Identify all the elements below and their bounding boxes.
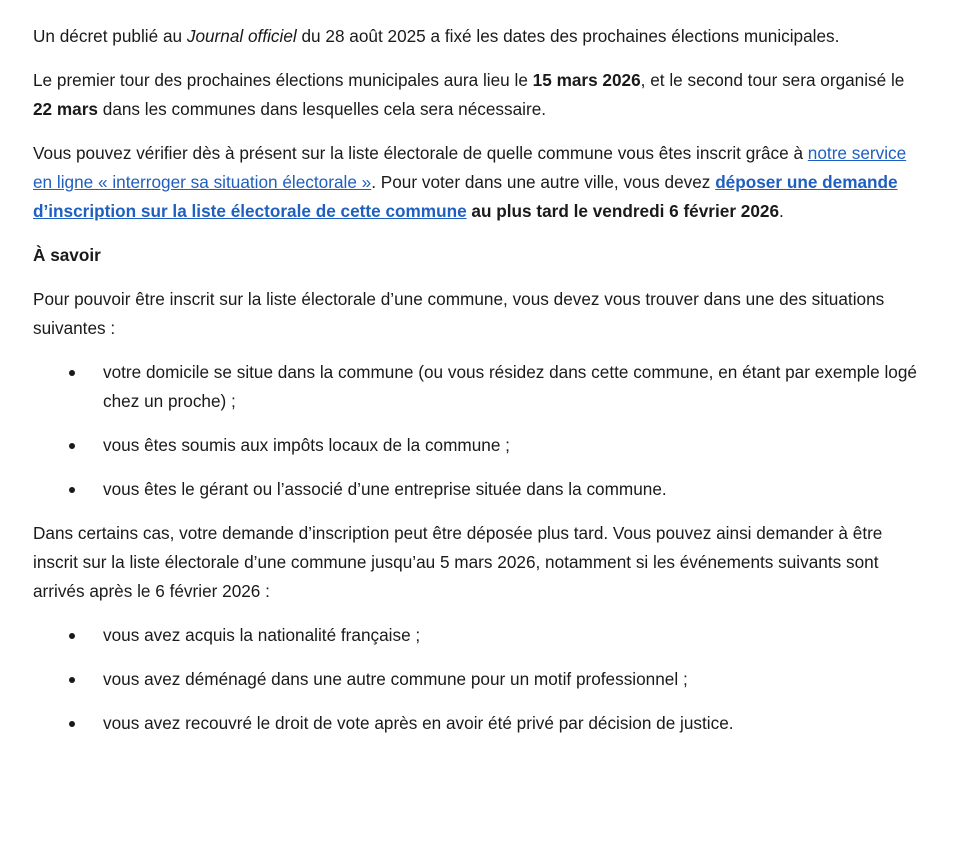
list-item-text: vous avez acquis la nationalité française ; [103,625,421,645]
list-item [33,665,920,694]
bullet-icon [69,633,75,639]
online-service-link[interactable]: notre service en ligne « interroger sa situation électorale » [33,143,907,192]
text: du 28 août 2025 a fixé les dates des prochaines élections municipales. [296,26,840,46]
list-item [33,431,920,460]
list-item [33,358,920,416]
text: Le premier tour des prochaines élections municipales aura lieu le [33,70,533,90]
conditions-list [33,358,920,504]
paragraph-registration [33,139,920,226]
bullet-icon [69,370,75,376]
bullet-icon [69,677,75,683]
list-item-text: vous êtes le gérant ou l’associé d’une entreprise située dans la commune. [103,479,667,499]
registration-deadline: au plus tard le vendredi 6 février 2026 [466,201,780,221]
list-item [33,475,920,504]
section-heading: À savoir [33,245,101,265]
text: . Pour voter dans une autre ville, vous devez [371,172,716,192]
paragraph-decree [33,22,920,51]
paragraph-conditions: Pour pouvoir être inscrit sur la liste électorale d’une commune, vous devez vous trouver dans une des situations suivantes : [33,289,885,338]
text: Vous pouvez vérifier dès à présent sur la liste électorale de quelle commune vous êtes inscrit grâce à [33,143,808,163]
bullet-icon [69,487,75,493]
registration-request-link[interactable]: déposer une demande d’inscription sur la liste électorale de cette commune [33,172,898,221]
journal-officiel-text: Journal officiel [186,26,297,46]
paragraph-late-registration: Dans certains cas, votre demande d’inscription peut être déposée plus tard. Vous pouvez ainsi demander à être inscrit sur la liste électorale d’une commune jusqu’au 5 mars 2026, notamment si les événements suivants sont arrivés après le 6 février 2026 : [33,523,883,601]
second-round-date: 22 mars [33,99,98,119]
list-item-text: vous avez recouvré le droit de vote après en avoir été privé par décision de justice. [103,713,734,733]
text: Un décret publié au [33,26,187,46]
list-item [33,621,920,650]
text: dans les communes dans lesquelles cela sera nécessaire. [97,99,547,119]
paragraph-dates [33,66,920,124]
exceptions-list [33,621,920,738]
first-round-date: 15 mars 2026 [532,70,641,90]
text: . [779,201,784,221]
list-item-text: votre domicile se situe dans la commune (ou vous résidez dans cette commune, en étant par exemple logé chez un proche) ; [103,362,917,411]
text: , et le second tour sera organisé le [640,70,905,90]
bullet-icon [69,443,75,449]
bullet-icon [69,721,75,727]
list-item-text: vous êtes soumis aux impôts locaux de la commune ; [103,435,510,455]
list-item-text: vous avez déménagé dans une autre commune pour un motif professionnel ; [103,669,688,689]
list-item [33,709,920,738]
